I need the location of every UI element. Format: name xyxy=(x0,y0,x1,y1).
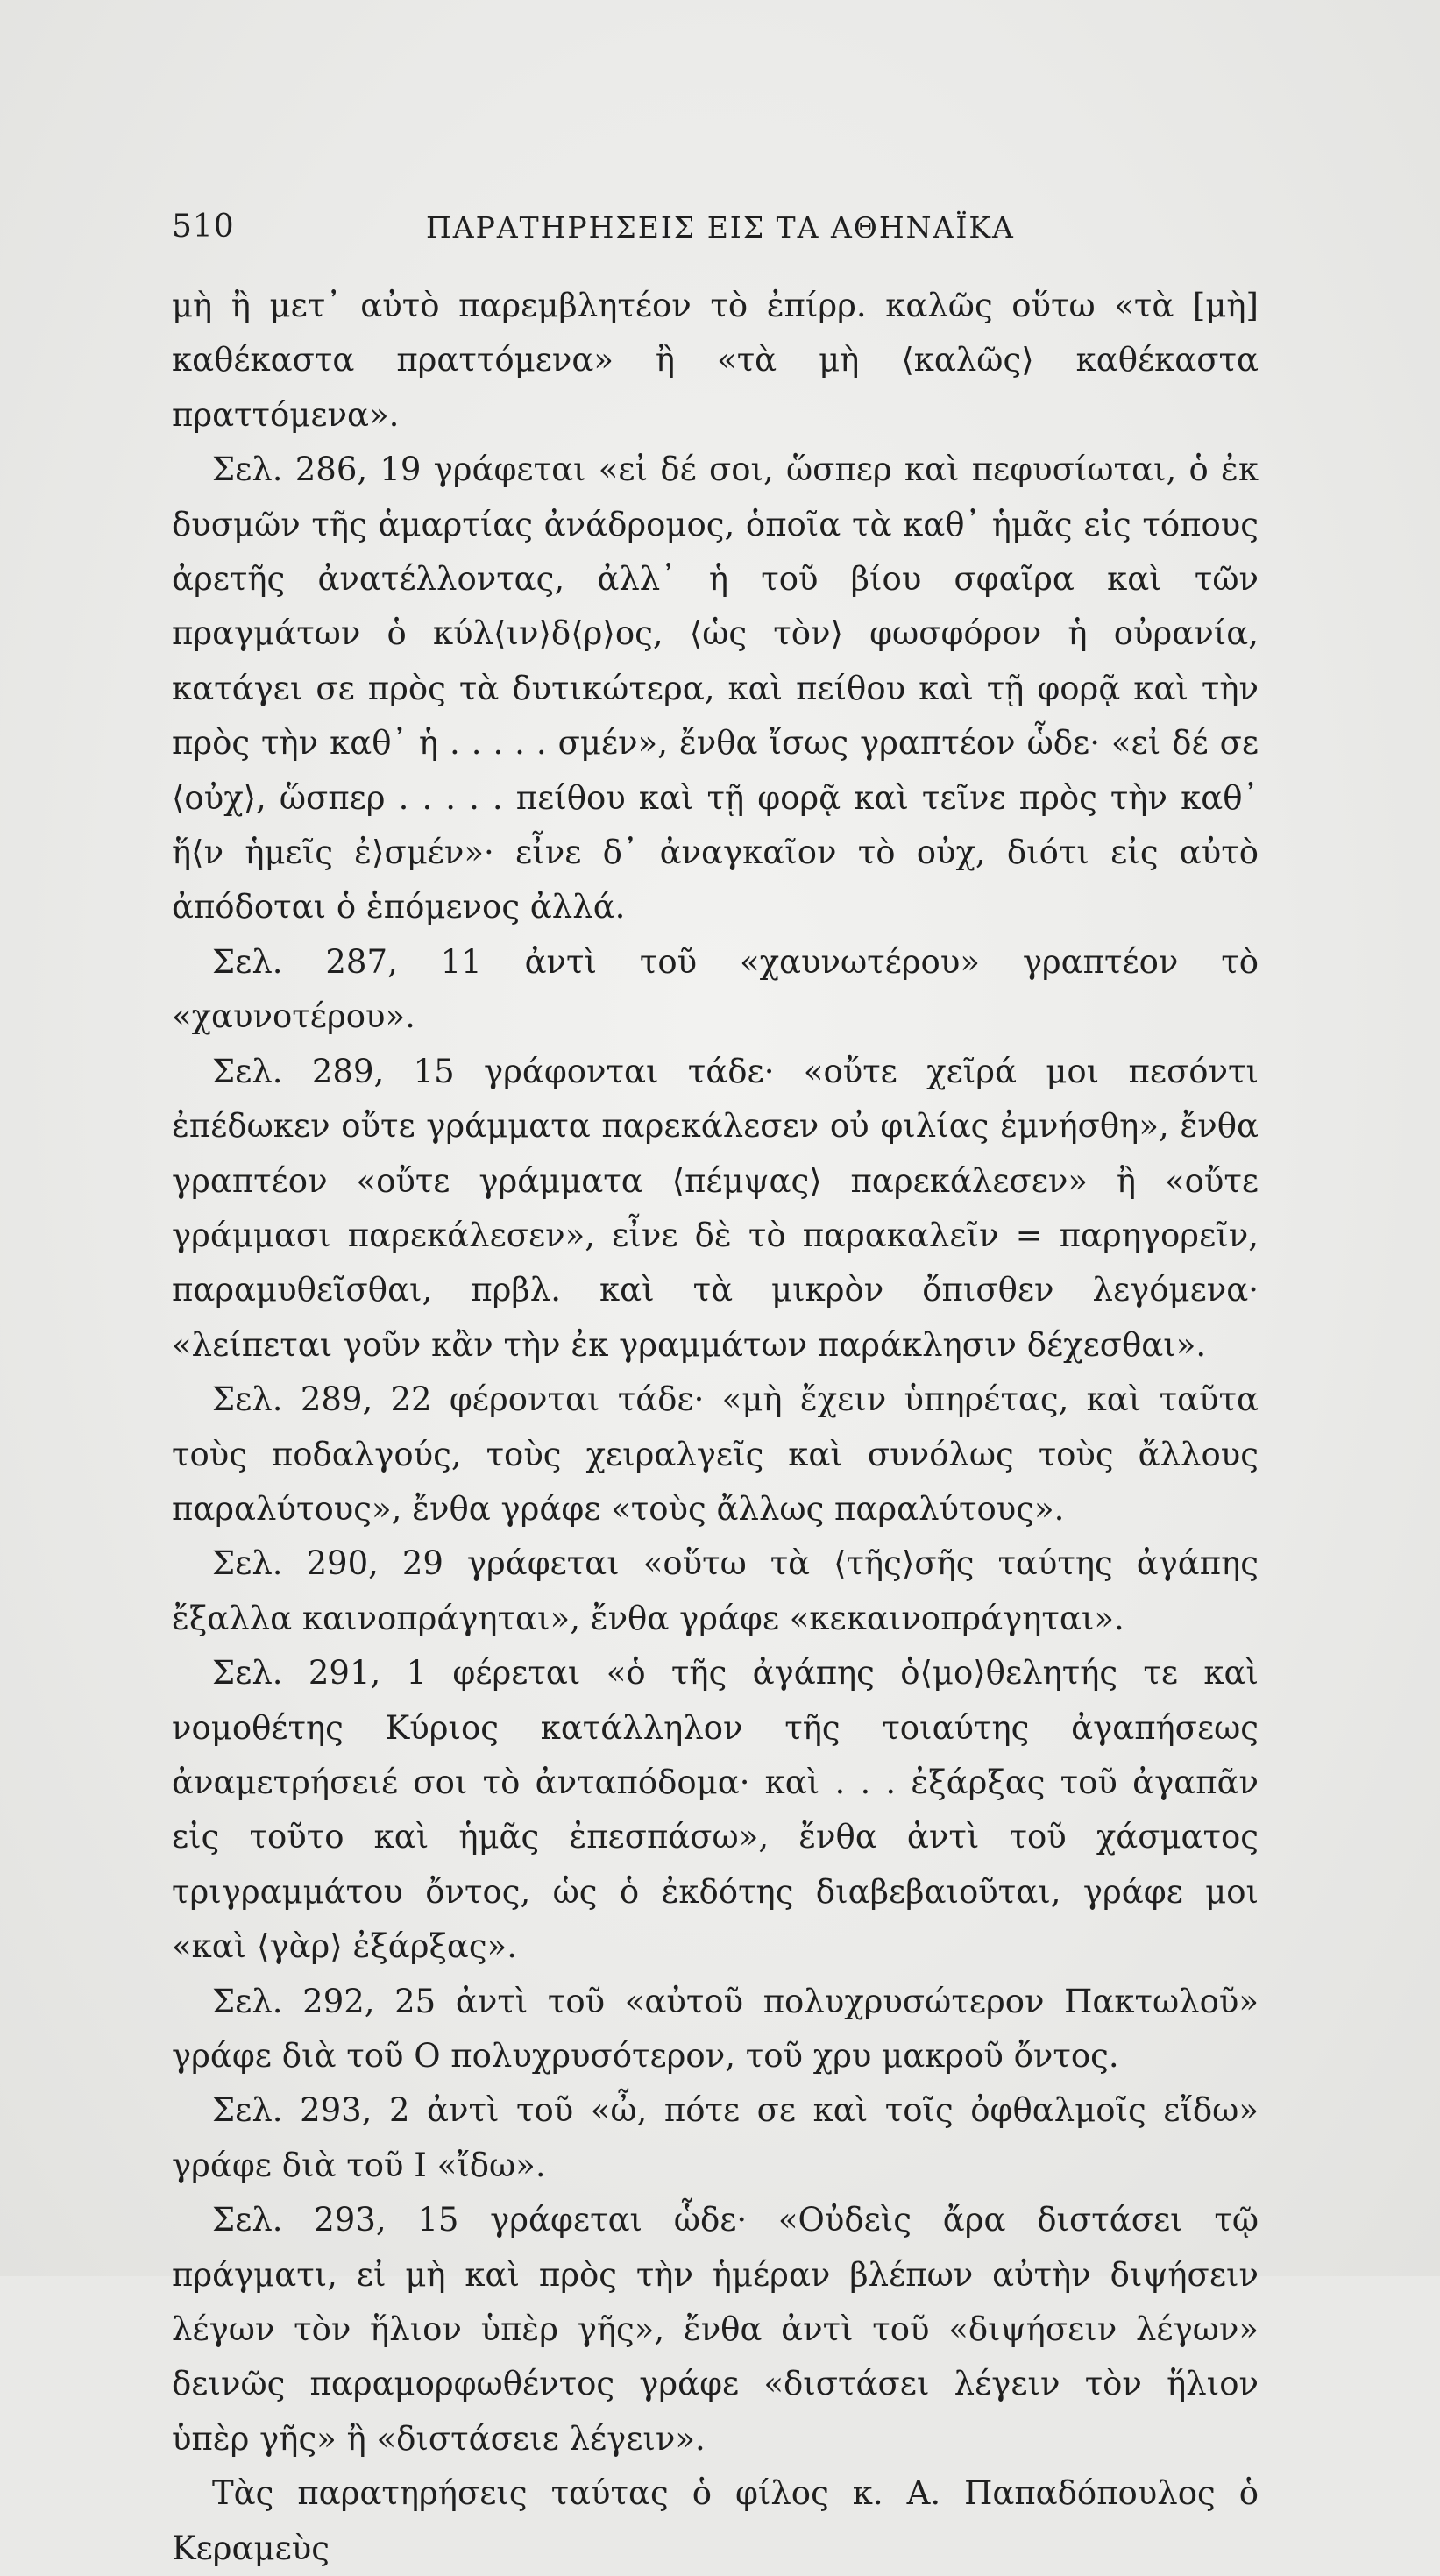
paragraph: μὴ ἢ μετ᾽ αὐτὸ παρεμβλητέον τὸ ἐπίρρ. καλῶς οὕτω «τὰ [μὴ] καθέκαστα πραττόμενα» ἢ «τὰ μὴ ⟨καλῶς⟩ καθέκαστα πραττόμενα». xyxy=(172,287,1259,434)
paragraph: Σελ. 286, 19 γράφεται «εἰ δέ σοι, ὥσπερ καὶ πεφυσίωται, ὁ ἐκ δυσμῶν τῆς ἁμαρτίας ἀνάδρομος, ὁποῖα τὰ καθ᾽ ἡμᾶς εἰς τόπους ἀρετῆς ἀνατέλλοντας, ἀλλ᾽ ἡ τοῦ βίου σφαῖρα καὶ τῶν πραγμάτων ὁ κύλ⟨ιν⟩δ⟨ρ⟩ος, ⟨ὡς τὸν⟩ φωσφόρον ἡ οὐρανία, κατάγει σε πρὸς τὰ δυτικώτερα, καὶ πείθου καὶ τῇ φορᾷ καὶ τὴν πρὸς τὴν καθ᾽ ἡ . . . . . σμέν», ἔνθα ἴσως γραπτέον ὧδε· «εἰ δέ σε ⟨οὐχ⟩, ὥσπερ . . . . . πείθου καὶ τῇ φορᾷ καὶ τεῖνε πρὸς τὴν καθ᾽ ἥ⟨ν ἡμεῖς ἐ⟩σμέν»· εἶνε δ᾽ ἀναγκαῖον τὸ οὐχ, διότι εἰς αὐτὸ ἀπόδοται ὁ ἑπόμενος ἀλλά. xyxy=(172,451,1259,926)
paragraph: Σελ. 291, 1 φέρεται «ὁ τῆς ἀγάπης ὁ⟨μο⟩θελητής τε καὶ νομοθέτης Κύριος κατάλληλον τῆς τοιαύτης ἀγαπήσεως ἀναμετρήσειέ σοι τὸ ἀνταπόδομα· καὶ . . . ἐξάρξας τοῦ ἀγαπᾶν εἰς τοῦτο καὶ ἡμᾶς ἐπεσπάσω», ἔνθα ἀντὶ τοῦ χάσματος τριγραμμάτου ὄντος, ὡς ὁ ἐκδότης διαβεβαιοῦται, γράφε μοι «καὶ ⟨γὰρ⟩ ἐξάρξας». xyxy=(172,1654,1259,1966)
paragraph: Σελ. 287, 11 ἀντὶ τοῦ «χαυνωτέρου» γραπτέον τὸ «χαυνοτέρου». xyxy=(172,942,1259,1036)
paragraph: Σελ. 292, 25 ἀντὶ τοῦ «αὐτοῦ πολυχρυσώτερον Πακτωλοῦ» γράφε διὰ τοῦ Ο πολυχρυσότερον, τοῦ χρυ μακροῦ ὄντος. xyxy=(172,1982,1259,2075)
paragraph: Σελ. 289, 22 φέρονται τάδε· «μὴ ἔχειν ὑπηρέτας, καὶ ταῦτα τοὺς ποδαλγούς, τοὺς χειραλγεῖς καὶ συνόλως τοὺς ἄλλους παραλύτους», ἔνθα γράφε «τοὺς ἄλλως παραλύτους». xyxy=(172,1380,1259,1528)
page-body xyxy=(172,279,1259,2576)
paragraph: Σελ. 289, 15 γράφονται τάδε· «οὔτε χεῖρά μοι πεσόντι ἐπέδωκεν οὔτε γράμματα παρεκάλεσεν οὐ φιλίας ἐμνήσθη», ἔνθα γραπτέον «οὔτε γράμματα ⟨πέμψας⟩ παρεκάλεσεν» ἢ «οὔτε γράμμασι παρεκάλεσεν», εἶνε δὲ τὸ παρακαλεῖν = παρηγορεῖν, παραμυθεῖσθαι, πρβλ. καὶ τὰ μικρὸν ὄπισθεν λεγόμενα· «λείπεται γοῦν κἂν τὴν ἐκ γραμμάτων παράκλησιν δέχεσθαι». xyxy=(172,1052,1259,1364)
page-header xyxy=(172,209,1259,247)
paragraph: Σελ. 293, 15 γράφεται ὧδε· «Οὐδεὶς ἄρα διστάσει τῷ πράγματι, εἰ μὴ καὶ πρὸς τὴν ἡμέραν βλέπων αὐτὴν διψήσειν λέγων τὸν ἥλιον ὑπὲρ γῆς», ἔνθα ἀντὶ τοῦ «διψήσειν λέγων» δεινῶς παραμορφωθέντος γράφε «διστάσει λέγειν τὸν ἥλιον ὑπὲρ γῆς» ἢ «διστάσειε λέγειν». xyxy=(172,2201,1259,2458)
page-number: 510 xyxy=(172,209,235,245)
paragraph: Σελ. 293, 2 ἀντὶ τοῦ «ὦ, πότε σε καὶ τοῖς ὀφθαλμοῖς εἴδω» γράφε διὰ τοῦ Ι «ἴδω». xyxy=(172,2091,1259,2184)
running-head: ΠΑΡΑΤΗΡΗΣΕΙΣ ΕΙΣ ΤΑ ΑΘΗΝΑΪΚΑ xyxy=(426,210,1015,245)
paragraph: Σελ. 290, 29 γράφεται «οὕτω τὰ ⟨τῆς⟩σῆς ταύτης ἀγάπης ἔξαλλα καινοπράγηται», ἔνθα γράφε «κεκαινοπράγηται». xyxy=(172,1544,1259,1637)
paragraph: Τὰς παρατηρήσεις ταύτας ὁ φίλος κ. Α. Παπαδόπουλος ὁ Κεραμεὺς xyxy=(172,2474,1259,2567)
